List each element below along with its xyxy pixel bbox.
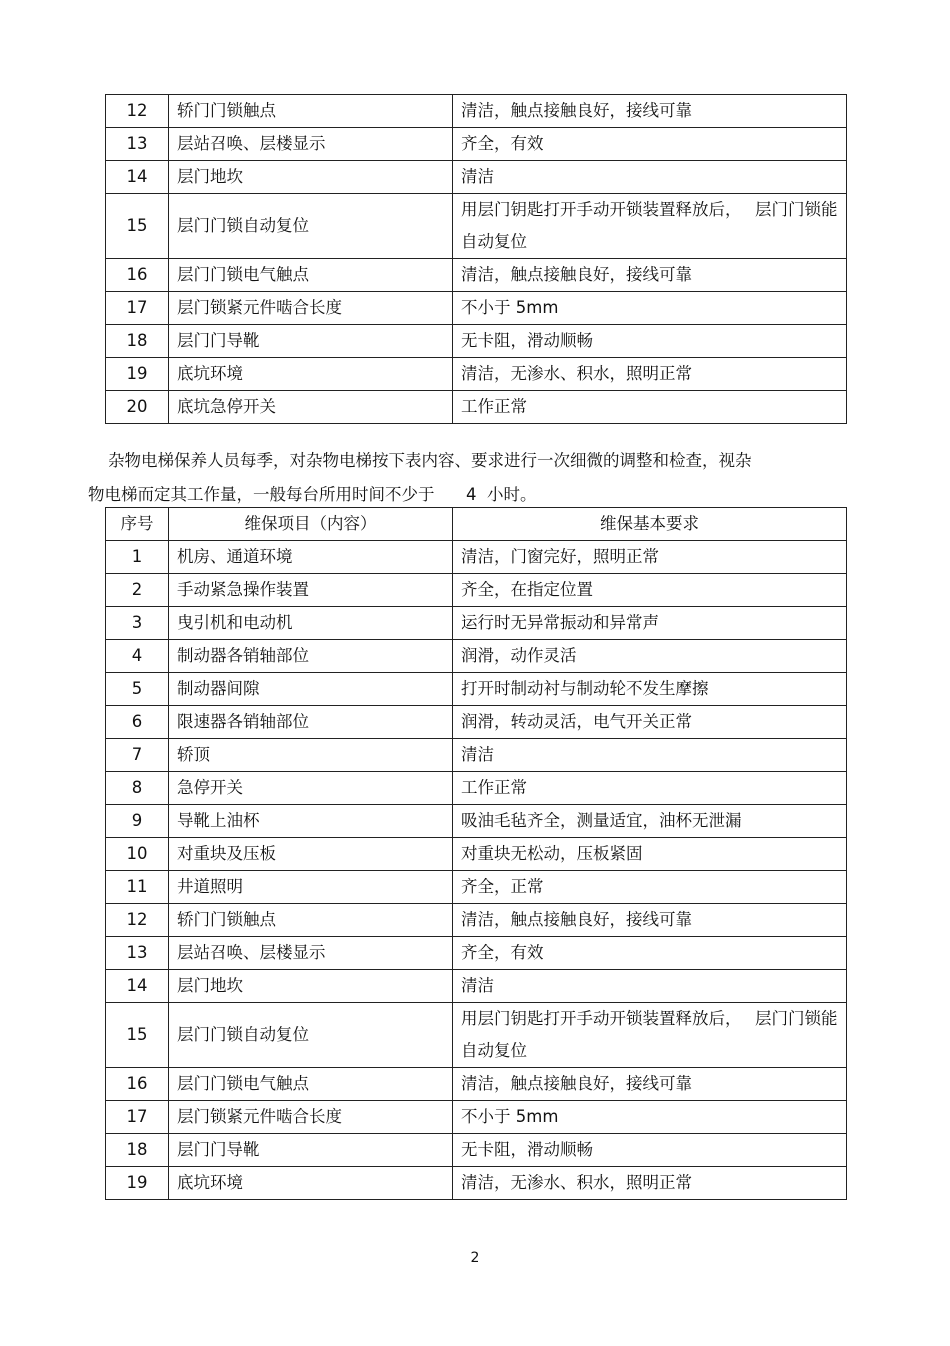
row-requirement: 对重块无松动，压板紧固: [453, 838, 847, 871]
header-no: 序号: [106, 508, 169, 541]
row-requirement: 吸油毛毡齐全，测量适宜，油杯无泄漏: [453, 805, 847, 838]
row-item: 制动器各销轴部位: [169, 640, 453, 673]
row-requirement: 清洁，无渗水、积水，照明正常: [453, 1167, 847, 1200]
table-row: [106, 937, 847, 970]
table-row: [106, 1068, 847, 1101]
row-item: 层门锁紧元件啮合长度: [169, 1101, 453, 1134]
table-row: [106, 871, 847, 904]
table-row: [106, 970, 847, 1003]
row-requirement: 清洁，触点接触良好，接线可靠: [453, 259, 847, 292]
row-requirement: 清洁，触点接触良好，接线可靠: [453, 1068, 847, 1101]
row-item: 层门地坎: [169, 161, 453, 194]
row-requirement: 齐全，正常: [453, 871, 847, 904]
row-number: 17: [106, 1101, 169, 1134]
row-number: 14: [106, 161, 169, 194]
table-row: [106, 739, 847, 772]
row-requirement: 清洁，触点接触良好，接线可靠: [453, 95, 847, 128]
table-row: [106, 1003, 847, 1068]
row-requirement: 清洁，无渗水、积水，照明正常: [453, 358, 847, 391]
row-number: 19: [106, 358, 169, 391]
row-requirement: 清洁，触点接触良好，接线可靠: [453, 904, 847, 937]
table-row: [106, 259, 847, 292]
row-requirement: 工作正常: [453, 772, 847, 805]
table-row: [106, 292, 847, 325]
table-row: [106, 673, 847, 706]
row-requirement: 不小于 5mm: [453, 292, 847, 325]
table-row: [106, 1101, 847, 1134]
row-requirement: 用层门钥匙打开手动开锁装置释放后， 层门门锁能自动复位: [453, 194, 847, 259]
row-item: 限速器各销轴部位: [169, 706, 453, 739]
table-row: [106, 128, 847, 161]
row-requirement: 无卡阻，滑动顺畅: [453, 1134, 847, 1167]
row-item: 制动器间隙: [169, 673, 453, 706]
row-number: 18: [106, 325, 169, 358]
row-requirement: 工作正常: [453, 391, 847, 424]
row-number: 19: [106, 1167, 169, 1200]
row-number: 2: [106, 574, 169, 607]
row-number: 1: [106, 541, 169, 574]
row-item: 层门门导靴: [169, 1134, 453, 1167]
row-requirement: 齐全，在指定位置: [453, 574, 847, 607]
table-header-row: [106, 508, 847, 541]
table-row: [106, 541, 847, 574]
table-row: [106, 772, 847, 805]
row-requirement: 运行时无异常振动和异常声: [453, 607, 847, 640]
row-number: 8: [106, 772, 169, 805]
row-item: 层门门锁自动复位: [169, 194, 453, 259]
table-row: [106, 391, 847, 424]
header-item: 维保项目（内容）: [169, 508, 453, 541]
row-number: 4: [106, 640, 169, 673]
row-item: 层门门锁电气触点: [169, 259, 453, 292]
paragraph-line-1: 杂物电梯保养人员每季，对杂物电梯按下表内容、要求进行一次细微的调整和检查，视杂: [108, 451, 752, 470]
header-requirement: 维保基本要求: [453, 508, 847, 541]
maintenance-table-continued: [105, 94, 847, 424]
row-item: 曳引机和电动机: [169, 607, 453, 640]
row-requirement: 齐全，有效: [453, 937, 847, 970]
row-item: 底坑环境: [169, 1167, 453, 1200]
row-number: 15: [106, 1003, 169, 1068]
row-number: 17: [106, 292, 169, 325]
row-requirement: 润滑，动作灵活: [453, 640, 847, 673]
table-row: [106, 358, 847, 391]
row-requirement: 用层门钥匙打开手动开锁装置释放后， 层门门锁能自动复位: [453, 1003, 847, 1068]
row-item: 层站召唤、层楼显示: [169, 937, 453, 970]
row-item: 急停开关: [169, 772, 453, 805]
table-row: [106, 161, 847, 194]
row-item: 井道照明: [169, 871, 453, 904]
table-row: [106, 838, 847, 871]
row-item: 层站召唤、层楼显示: [169, 128, 453, 161]
row-number: 13: [106, 128, 169, 161]
row-number: 10: [106, 838, 169, 871]
row-item: 轿顶: [169, 739, 453, 772]
table-row: [106, 805, 847, 838]
row-number: 7: [106, 739, 169, 772]
row-number: 18: [106, 1134, 169, 1167]
row-item: 手动紧急操作装置: [169, 574, 453, 607]
row-item: 层门地坎: [169, 970, 453, 1003]
row-item: 底坑环境: [169, 358, 453, 391]
row-number: 3: [106, 607, 169, 640]
row-requirement: 清洁，门窗完好，照明正常: [453, 541, 847, 574]
table-row: [106, 325, 847, 358]
row-item: 层门门锁自动复位: [169, 1003, 453, 1068]
row-item: 轿门门锁触点: [169, 95, 453, 128]
row-number: 6: [106, 706, 169, 739]
row-number: 15: [106, 194, 169, 259]
row-requirement: 润滑，转动灵活，电气开关正常: [453, 706, 847, 739]
page-number: 2: [470, 1250, 480, 1266]
paragraph-line-2: 物电梯而定其工作量，一般每台所用时间不少于 4 小时。: [88, 485, 537, 504]
row-number: 16: [106, 1068, 169, 1101]
row-requirement: 清洁: [453, 739, 847, 772]
row-item: 轿门门锁触点: [169, 904, 453, 937]
row-item: 对重块及压板: [169, 838, 453, 871]
table-row: [106, 1134, 847, 1167]
row-number: 5: [106, 673, 169, 706]
table-row: [106, 640, 847, 673]
row-number: 16: [106, 259, 169, 292]
row-number: 11: [106, 871, 169, 904]
row-requirement: 不小于 5mm: [453, 1101, 847, 1134]
row-requirement: 打开时制动衬与制动轮不发生摩擦: [453, 673, 847, 706]
row-number: 12: [106, 95, 169, 128]
table-row: [106, 706, 847, 739]
row-item: 层门门导靴: [169, 325, 453, 358]
row-item: 底坑急停开关: [169, 391, 453, 424]
row-item: 层门锁紧元件啮合长度: [169, 292, 453, 325]
row-requirement: 清洁: [453, 970, 847, 1003]
table-row: [106, 95, 847, 128]
table-row: [106, 607, 847, 640]
row-item: 机房、通道环境: [169, 541, 453, 574]
row-number: 20: [106, 391, 169, 424]
row-number: 12: [106, 904, 169, 937]
maintenance-table-quarterly: [105, 507, 847, 1200]
row-requirement: 无卡阻，滑动顺畅: [453, 325, 847, 358]
table-row: [106, 574, 847, 607]
row-number: 13: [106, 937, 169, 970]
table-row: [106, 904, 847, 937]
row-number: 9: [106, 805, 169, 838]
row-requirement: 清洁: [453, 161, 847, 194]
table-row: [106, 1167, 847, 1200]
table-row: [106, 194, 847, 259]
row-item: 层门门锁电气触点: [169, 1068, 453, 1101]
row-requirement: 齐全，有效: [453, 128, 847, 161]
row-item: 导靴上油杯: [169, 805, 453, 838]
row-number: 14: [106, 970, 169, 1003]
